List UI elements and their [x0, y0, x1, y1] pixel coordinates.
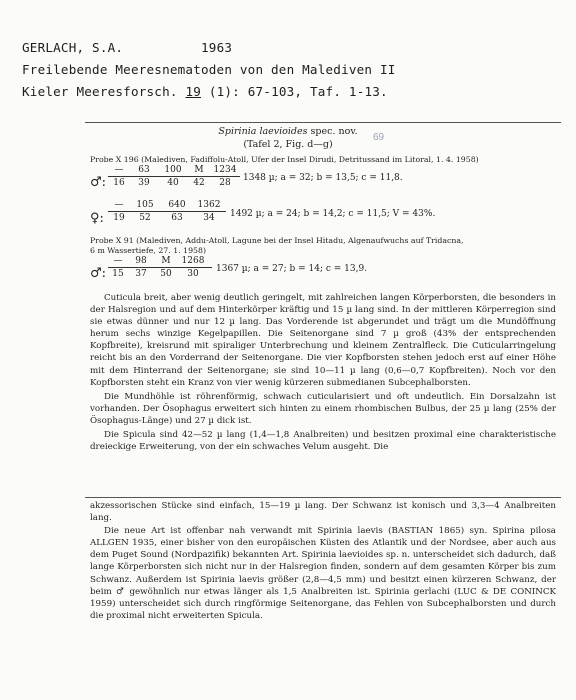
fraction-top: — 98 M 1268: [113, 256, 205, 266]
species-suffix: spec. nov.: [310, 126, 358, 137]
fraction-top: — 105 640 1362: [114, 200, 221, 210]
paragraph-accessory: akzessorischen Stücke sind einfach, 15—19 µ lang. Der Schwanz ist konisch und 3,3—4 Analbreiten lang.: [90, 501, 556, 524]
male-symbol: ♂:: [90, 175, 107, 190]
measurement-result: 1367 µ; a = 27; b = 14; c = 13,9.: [216, 264, 368, 274]
citation-pages: (1): 67-103, Taf. 1-13.: [208, 84, 388, 99]
page-break-rule: [85, 497, 561, 498]
fraction-bottom: 15 37 50 30: [112, 269, 199, 279]
description-block-a: [90, 292, 556, 453]
paragraph-cuticula: Cuticula breit, aber wenig deutlich geringelt, mit zahlreichen langen Körperborsten, die besonders in der Halsregion und auf dem Hinterkörper kräftig und 15 µ lang sind. In der mittleren Körperregion sind sie etwas dünner und nur 12 µ lang. Das Vorderende ist abgerundet und trägt um die Mundöffnung herum sechs winzige Kegelpapillen. Die Seitenorgane sind 7 µ groß (43% der entsprechenden Kopfbreite), kreisrund mit spiraliger Unterbrechung und kleinem Zentralfleck. Die Cuticularringelung reicht bis an den Vorderrand der Seitenorgane. Die vier Kopfborsten stehen jedoch erst auf einer Höhe mit dem Hinterrand der Seitenorgane; sie sind 10—11 µ lang (0,6—0,7 Kopfbreiten). Noch vor den Kopfborsten steht ein Kranz von vier wenig kürzeren submedianen Subcephalborsten.: [90, 293, 556, 388]
specimen-2-label: Probe X 91 (Malediven, Addu-Atoll, Lagune bei der Insel Hitadu, Algenaufwuchs auf Tridacna,: [90, 236, 464, 245]
paragraph-spicula: Die Spicula sind 42—52 µ lang (1,4—1,8 Analbreiten) und besitzen proximal eine charakteristische dreieckige Erweiterung, von der ein schwaches Velum ausgeht. Die: [90, 430, 556, 453]
citation-title: Freilebende Meeresnematoden von den Malediven II: [22, 62, 396, 77]
specimen-1-label: Probe X 196 (Malediven, Fadiffolu-Atoll, Ufer der Insel Dirudi, Detritussand im Litoral, 1. 4. 1958): [90, 155, 479, 164]
fraction-bottom: 19 52 63 34: [113, 213, 215, 223]
specimen-2-label-continued: 6 m Wassertiefe, 27. 1. 1958): [90, 246, 207, 255]
citation-year: 1963: [201, 40, 233, 55]
measurement-fraction: [108, 256, 212, 279]
paragraph-mundhoehle: Die Mundhöhle ist röhrenförmig, schwach cuticularisiert und oft undeutlich. Ein Dorsalzahn ist vorhanden. Der Ösophagus erweitert sich hinten zu einem rhombischen Bulbus, der 25 µ lang (25% der Ösophagus-Länge) und 27 µ dick ist.: [90, 391, 556, 426]
measurement-result: 1492 µ; a = 24; b = 14,2; c = 11,5; V = 43%.: [230, 209, 436, 219]
citation-journal: Kieler Meeresforsch.: [22, 84, 178, 99]
citation-volume: 19: [185, 84, 202, 99]
fraction-bottom: 16 39 40 42 28: [113, 178, 231, 188]
measurement-fraction: [108, 200, 226, 223]
top-rule: [85, 122, 561, 123]
species-name: Spirinia laevioides: [218, 126, 308, 137]
fraction-top: — 63 100 M 1234: [114, 165, 237, 175]
citation-author-line: [22, 40, 232, 55]
pencil-annotation: 69: [373, 132, 385, 143]
paragraph-comparison: Die neue Art ist offenbar nah verwandt mit Spirinia laevis (BASTIAN 1865) syn. Spirina pilosa ALLGEN 1935, einer bisher von den europäischen Küsten des Atlantik und der Nordsee, aber auch aus dem Puget Sound (Nordpazifik) bekannten Art. Spirinia laevioides sp. n. unterscheidet sich dadurch, daß lange Körperborsten sich nicht nur in der Halsregion finden, sondern auf dem gesamten Körper bis zum Schwanz. Außerdem ist Spirinia laevis größer (2,8—4,5 mm) und besitzt einen kürzeren Schwanz, der beim ♂ gewöhnlich nur etwas länger als 1,5 Analbreiten ist. Spirinia gerlachi (LUC & DE CONINCK 1959) unterscheidet sich durch ringförmige Seitenorgane, das Fehlen von Subcephalborsten und durch die proximal nicht erweiterten Spicula.: [90, 526, 556, 621]
description-block-b: [90, 500, 556, 622]
male-symbol: ♂:: [90, 266, 107, 281]
plate-reference: (Tafel 2, Fig. d—g): [243, 139, 333, 150]
measurement-fraction: [108, 165, 240, 188]
citation-journal-line: [22, 84, 388, 99]
female-symbol: ♀:: [90, 211, 104, 226]
citation-author: GERLACH, S.A.: [22, 40, 124, 55]
species-heading: [0, 126, 576, 137]
measurement-result: 1348 µ; a = 32; b = 13,5; c = 11,8.: [243, 173, 403, 183]
